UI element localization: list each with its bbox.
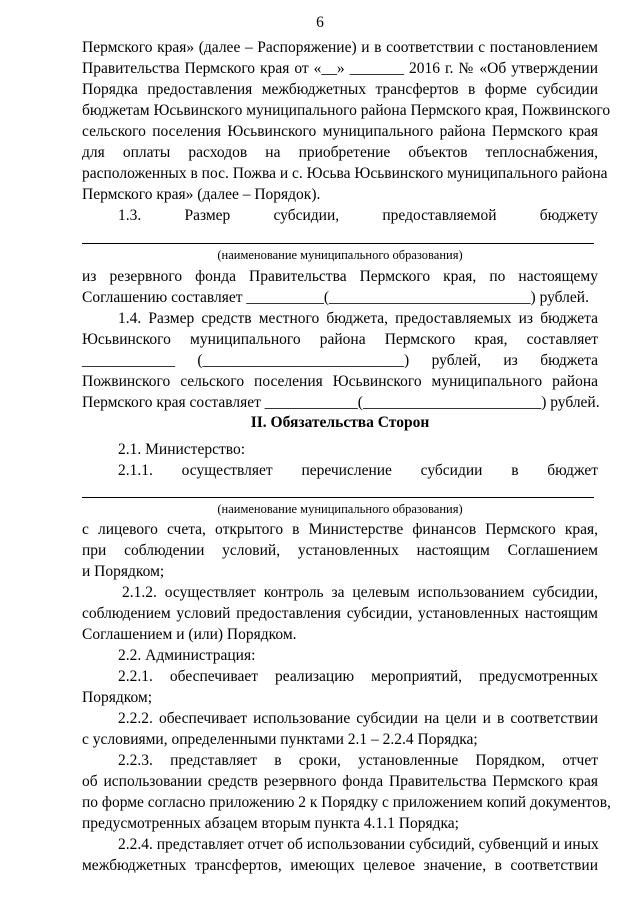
clause-1-3-line: 1.3. Размер субсидии, предоставляемой бюджету	[118, 207, 598, 224]
text-line: Юсьвинского муниципального района Пермского края, составляет	[82, 331, 598, 348]
text-line: Пожвинского сельского поселения Юсьвинского муниципального района	[82, 373, 598, 390]
text-line: ____________ (__________________________) рублей, из бюджета	[82, 352, 598, 369]
text-line: Правительства Пермского края от «__» _______ 2016 г. № «Об утверждении	[82, 60, 598, 77]
text-line: Порядка предоставления межбюджетных трансфертов в форме субсидии	[82, 81, 598, 98]
clause-2-1: 2.1. Министерство:	[118, 441, 245, 458]
text-line: соблюдением условий предоставления субсидии, установленных настоящим	[82, 605, 598, 622]
text-line: сельского поселения Юсьвинского муниципального района Пермского края	[82, 123, 598, 140]
clause-1-4-line: 1.4. Размер средств местного бюджета, предоставляемых из бюджета	[118, 310, 598, 327]
blank-line	[82, 497, 594, 498]
clause-2-2-3-line: 2.2.3. представляет в сроки, установленные Порядком, отчет	[118, 752, 598, 769]
text-line: по форме согласно приложению 2 к Порядку с приложением копий документов,	[82, 794, 611, 811]
page-number: 6	[316, 14, 324, 31]
field-caption: (наименование муниципального образования)	[217, 248, 463, 262]
text-line: Порядком;	[82, 689, 153, 706]
text-line: и Порядком;	[82, 563, 165, 580]
clause-2-2-1-line: 2.2.1. обеспечивает реализацию мероприятий, предусмотренных	[118, 668, 598, 685]
clause-2-2-4-line: 2.2.4. представляет отчет об использовании субсидий, субвенций и иных	[118, 836, 599, 853]
text-line: Соглашению составляет __________(__________________________) рублей.	[82, 289, 589, 306]
text-line: Соглашением и (или) Порядком.	[82, 626, 297, 643]
text-line: с лицевого счета, открытого в Министерстве финансов Пермского края,	[82, 521, 598, 538]
section-heading: II. Обязательства Сторон	[250, 414, 430, 431]
clause-2-2-2-line: 2.2.2. обеспечивает использование субсидии на цели и в соответствии	[118, 710, 598, 727]
text-line: Пермского края» (далее – Распоряжение) и в соответствии с постановлением	[82, 39, 598, 56]
text-line: межбюджетных трансфертов, имеющих целевое значение, в соответствии	[82, 857, 598, 874]
text-line: Пермского края» (далее – Порядок).	[82, 186, 321, 203]
field-caption: (наименование муниципального образования)	[217, 502, 463, 516]
clause-2-1-1-line: 2.1.1. осуществляет перечисление субсидии в бюджет	[118, 462, 598, 479]
clause-2-1-2-line: 2.1.2. осуществляет контроль за целевым использованием субсидии,	[122, 584, 598, 601]
text-line: бюджетам Юсьвинского муниципального района Пермского края, Пожвинского	[82, 102, 611, 119]
text-line: об использовании средств резервного фонда Правительства Пермского края	[82, 773, 598, 790]
text-line: при соблюдении условий, установленных настоящим Соглашением	[82, 542, 598, 559]
blank-line	[82, 243, 594, 244]
text-line: расположенных в пос. Пожва и с. Юсьва Юсьвинского муниципального района	[82, 165, 608, 182]
clause-2-2: 2.2. Администрация:	[118, 647, 256, 664]
text-line: предусмотренных абзацем вторым пункта 4.1.1 Порядка;	[82, 815, 459, 832]
text-line: для оплаты расходов на приобретение объектов теплоснабжения,	[82, 144, 598, 161]
text-line: Пермского края составляет ____________(_______________________) рублей.	[82, 394, 600, 411]
text-line: с условиями, определенными пунктами 2.1 – 2.2.4 Порядка;	[82, 731, 478, 748]
text-line: из резервного фонда Правительства Пермского края, по настоящему	[82, 268, 598, 285]
